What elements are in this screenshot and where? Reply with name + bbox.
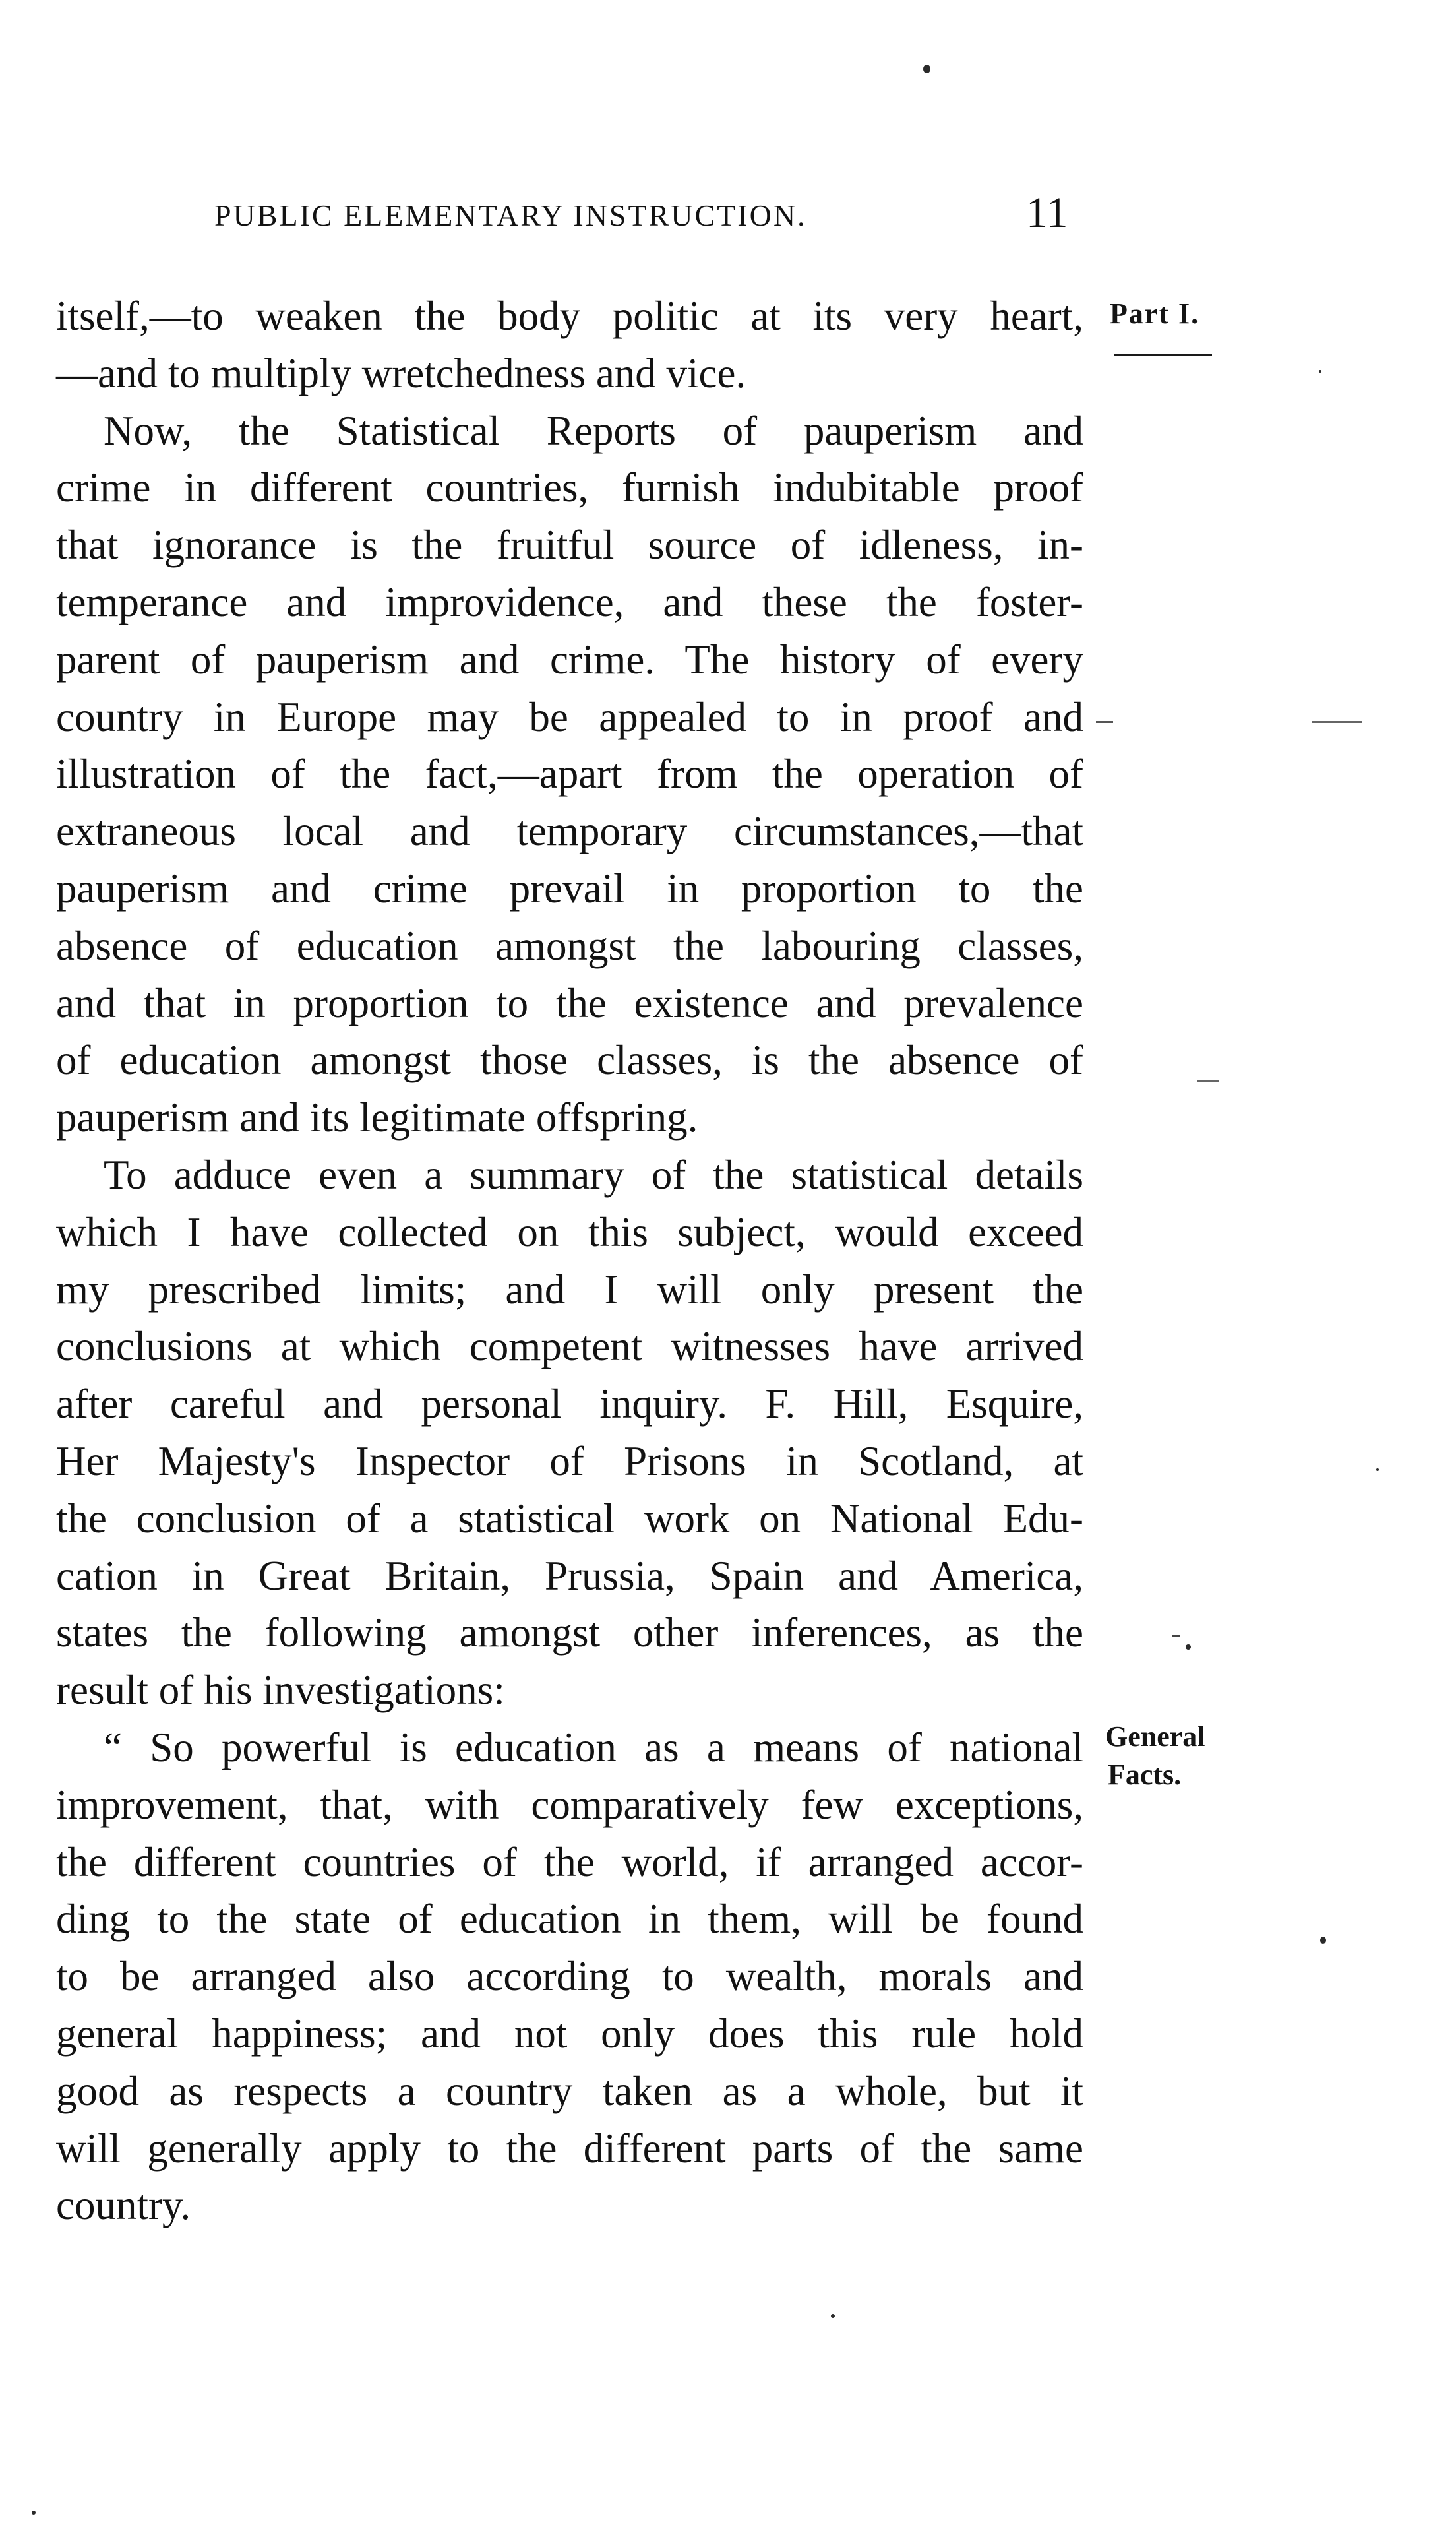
- text-line: ding to the state of education in them, will be found: [56, 1896, 1083, 1943]
- text-line: of education amongst those classes, is the absence of: [56, 1037, 1083, 1084]
- text-line: cation in Great Britain, Prussia, Spain and America,: [56, 1552, 1083, 1599]
- margin-note-general-facts: [1105, 1718, 1205, 1794]
- text-line: parent of pauperism and crime. The history of every: [56, 636, 1083, 683]
- text-line: absence of education amongst the labouring classes,: [56, 922, 1083, 969]
- margin-rule: [1114, 354, 1212, 356]
- text-line: Now, the Statistical Reports of pauperism and: [104, 407, 1083, 454]
- text-line: will generally apply to the different parts of the same: [56, 2125, 1083, 2172]
- text-line: after careful and personal inquiry. F. Hill, Esquire,: [56, 1381, 1083, 1427]
- text-line: temperance and improvidence, and these the foster-: [56, 578, 1083, 625]
- text-line: country in Europe may be appealed to in proof and: [56, 693, 1083, 740]
- scan-speck: [1096, 721, 1113, 723]
- text-line: that ignorance is the fruitful source of idleness, in-: [56, 522, 1083, 569]
- paragraph-4-quotation: [56, 1719, 1083, 2234]
- text-line: which I have collected on this subject, would exceed: [56, 1208, 1083, 1255]
- scan-speck: [1172, 1635, 1180, 1637]
- text-line: crime in different countries, furnish indubitable proof: [56, 464, 1083, 511]
- text-line: states the following amongst other inferences, as the: [56, 1609, 1083, 1656]
- text-line: pauperism and crime prevail in proportion to the: [56, 865, 1083, 912]
- text-line: the conclusion of a statistical work on National Edu-: [56, 1495, 1083, 1542]
- scan-speck: [1320, 1937, 1326, 1944]
- text-line: to be arranged also according to wealth, morals and: [56, 1953, 1083, 2000]
- scan-speck: [923, 65, 930, 73]
- text-line: pauperism and its legitimate offspring.: [56, 1094, 698, 1141]
- text-line: extraneous local and temporary circumstances,—that: [56, 808, 1083, 855]
- scan-speck: [32, 2511, 36, 2515]
- scan-speck: [1376, 1468, 1379, 1471]
- text-line: the different countries of the world, if arranged accor-: [56, 1838, 1083, 1885]
- text-line: general happiness; and not only does this rule hold: [56, 2010, 1083, 2057]
- text-line: To adduce even a summary of the statistical details: [104, 1151, 1083, 1198]
- text-line: and that in proportion to the existence and prevalence: [56, 980, 1083, 1026]
- paragraph-2: [56, 402, 1083, 1146]
- text-line: good as respects a country taken as a whole, but it: [56, 2067, 1083, 2114]
- text-line: country.: [56, 2182, 191, 2229]
- page-number: 11: [1026, 189, 1068, 237]
- text-line: my prescribed limits; and I will only present the: [56, 1266, 1083, 1313]
- text-line: illustration of the fact,—apart from the operation of: [56, 751, 1083, 797]
- scan-speck: [831, 2314, 835, 2318]
- text-line: itself,—to weaken the body politic at its very heart,: [56, 293, 1083, 339]
- text-line: “ So powerful is education as a means of national: [104, 1724, 1083, 1770]
- text-line: improvement, that, with comparatively few exceptions,: [56, 1781, 1083, 1828]
- paragraph-1: [56, 288, 1083, 402]
- text-line: result of his investigations:: [56, 1667, 505, 1714]
- text-line: —and to multiply wretchedness and vice.: [56, 350, 746, 396]
- scan-speck: [1319, 370, 1321, 373]
- running-head: PUBLIC ELEMENTARY INSTRUCTION.: [214, 199, 807, 232]
- paragraph-3: [56, 1146, 1083, 1719]
- margin-note-general-facts-line1: General: [1105, 1720, 1205, 1753]
- body-text: [56, 288, 1083, 2234]
- scan-speck: [1197, 1080, 1219, 1082]
- margin-note-general-facts-line2: Facts.: [1108, 1759, 1182, 1791]
- margin-note-part: Part I.: [1110, 297, 1200, 330]
- text-line: conclusions at which competent witnesses have arrived: [56, 1323, 1083, 1370]
- scan-speck: [1312, 721, 1362, 723]
- scan-speck: [1186, 1644, 1191, 1650]
- text-line: Her Majesty's Inspector of Prisons in Scotland, at: [56, 1437, 1083, 1484]
